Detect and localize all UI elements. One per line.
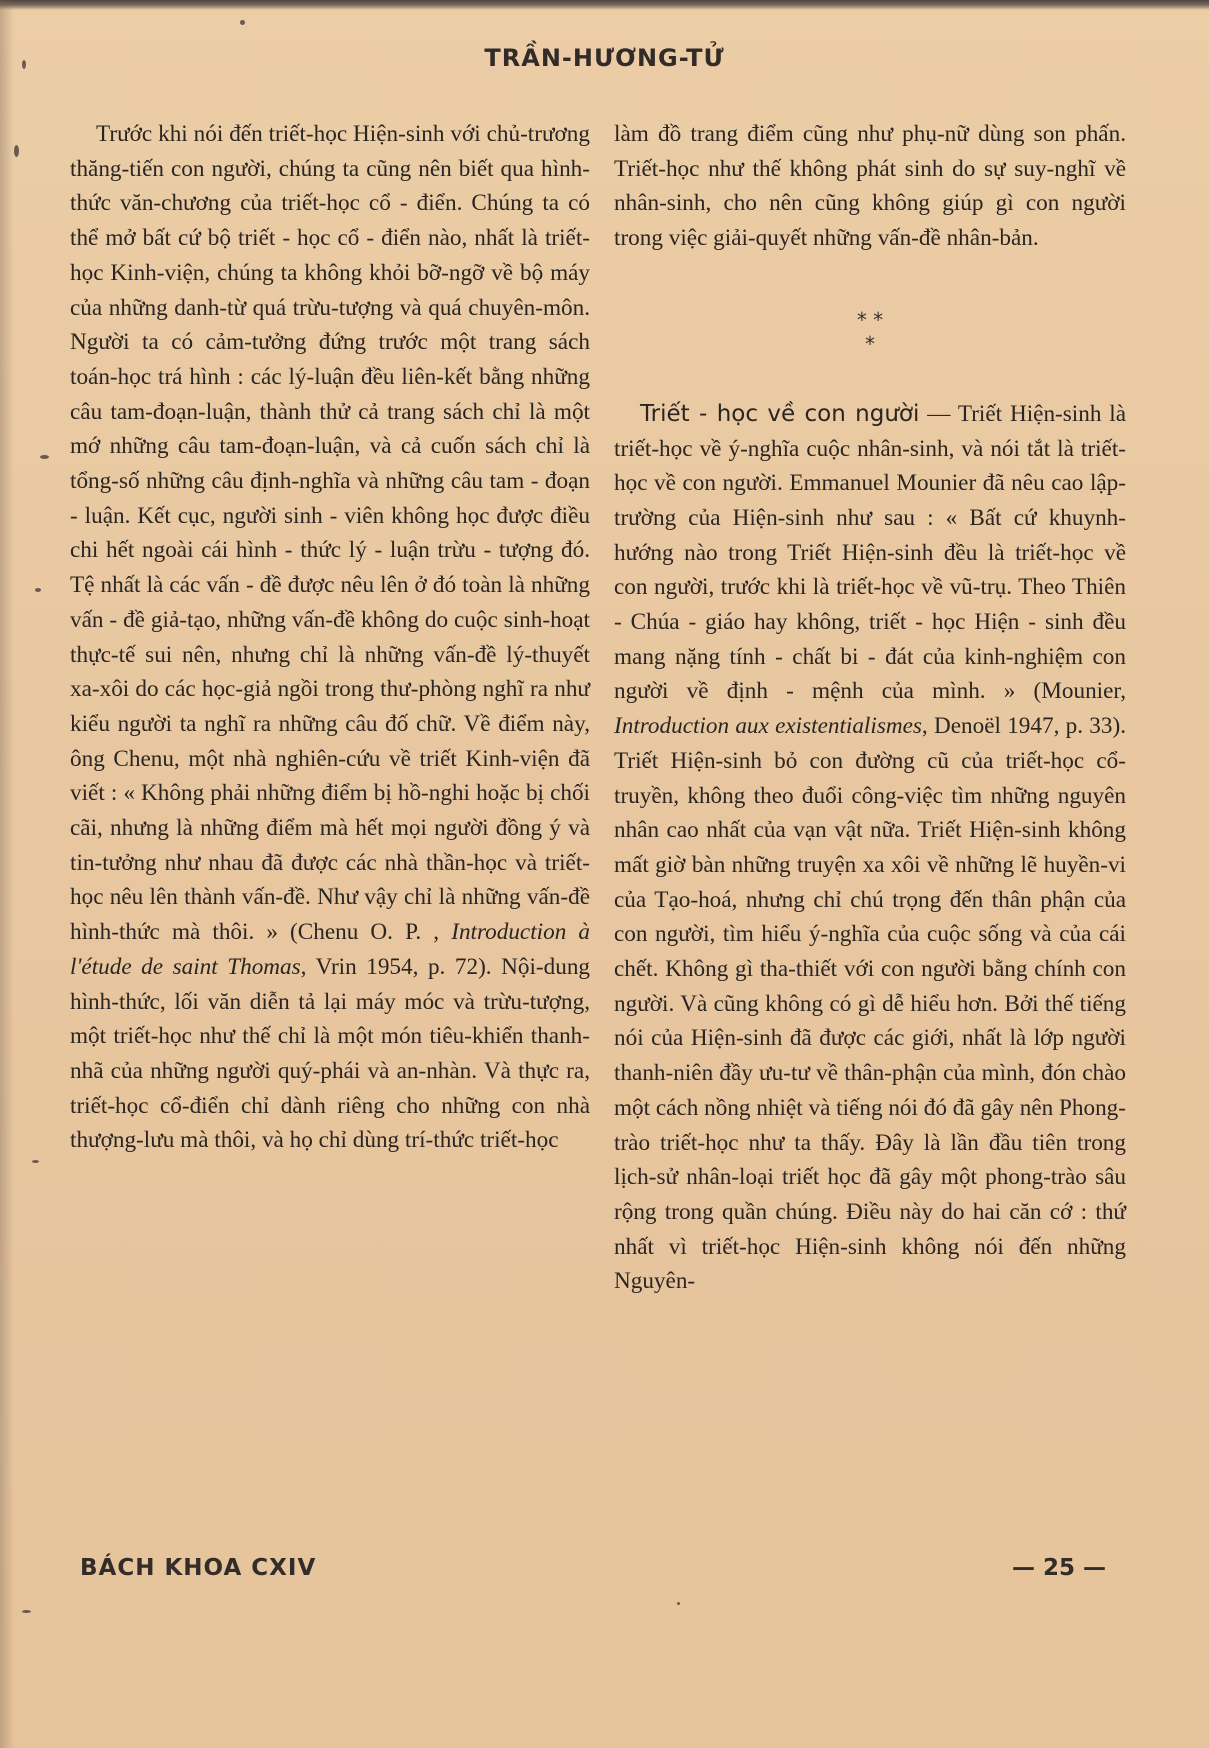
paper-fleck bbox=[14, 145, 19, 157]
right-text-a: — Triết Hiện-sinh là triết-học về ý-nghĩa cuộc nhân-sinh, và nói tắt là triết-học về con người. Emmanuel Mounier đã nêu cao lập-trường của Hiện-sinh như sau : « Bất cứ khuynh-hướng nào trong Triết Hiện-sinh đều là triết-học về con người, trước khi là triết-học về vũ-trụ. Theo Thiên - Chúa - giáo hay không, triết - học Hiện - sinh đều mang nặng tính - chất bi - đát của kinh-nghiệm con người về định - mệnh của mình. » (Mounier, bbox=[614, 400, 1126, 705]
right-book-title: Introduction aux existentialismes bbox=[614, 713, 922, 740]
left-book-title: Introduction à l'étude de saint Thomas bbox=[70, 919, 590, 980]
right-column bbox=[614, 117, 1126, 1299]
right-paragraph-1: làm đồ trang điểm cũng như phụ-nữ dùng son phấn. Triết-học như thế không phát sinh do sự suy-nghĩ về nhân-sinh, cho nên cũng không giúp gì con người trong việc giải-quyết những vấn-đề nhân-bản. bbox=[614, 121, 1126, 252]
left-column bbox=[70, 117, 590, 1158]
paper-fleck bbox=[32, 1160, 39, 1163]
paper-fleck bbox=[40, 455, 49, 459]
left-text-b: , Vrin 1954, p. 72). Nội-dung hình-thức, lối văn diễn tả lại máy móc và trừu-tượng, một triết-học như thế chỉ là một món tiêu-khiển thanh-nhã của những người quý-phái và an-nhàn. Và thực ra, triết-học cổ-điển chỉ dành riêng cho những con nhà thượng-lưu mà thôi, và họ chỉ dùng trí-thức triết-học bbox=[70, 953, 591, 1154]
page-number: — 25 — bbox=[1012, 1555, 1107, 1581]
separator-stars-top: * * bbox=[856, 307, 884, 332]
page-top-edge bbox=[0, 0, 1209, 10]
left-text-a: Trước khi nói đến triết-học Hiện-sinh với chủ-trương thăng-tiến con người, chúng ta cũng nên biết qua hình-thức văn-chương của triết-học cổ - điển. Chúng ta có thể mở bất cứ bộ triết - học cổ - điển nào, nhất là triết-học Kinh-viện, chúng ta không khỏi bỡ-ngỡ về bộ máy của những danh-từ quá trừu-tượng và quá chuyên-môn. Người ta có cảm-tưởng đứng trước một trang sách toán-học trá hình : các lý-luận đều liên-kết bằng những câu tam-đoạn-luận, thành thử cả trang sách chỉ là một mớ những câu tam-đoạn-luận, và cả cuốn sách chỉ là tổng-số những câu định-nghĩa và những câu tam - đoạn - luận. Kết cục, người sinh - viên không học được điều chi hết ngoài cái hình - thức lý - luận trừu - tượng đó. Tệ nhất là các vấn - đề được nêu lên ở đó toàn là những vấn - đề giả-tạo, những vấn-đề không do cuộc sinh-hoạt thực-tế sui nên, nhưng chỉ là những vấn-đề lý-thuyết xa-xôi do các học-giả ngồi trong thư-phòng nghĩ ra như kiểu người ta nghĩ ra những câu đố chữ. Về điểm này, ông Chenu, một nhà nghiên-cứu về triết Kinh-viện đã viết : « Không phải những điểm bị hồ-nghi hoặc bị chối cãi, nhưng là những điểm mà hết mọi người đồng ý và tin-tưởng như nhau đã được các nhà thần-học và triết-học nêu lên thành vấn-đề. Như vậy chỉ là những vấn-đề hình-thức mà thôi. » (Chenu O. P. , bbox=[70, 121, 590, 946]
right-paragraph-2 bbox=[614, 397, 1126, 1299]
running-head: TRẦN-HƯƠNG-TỬ bbox=[484, 44, 725, 72]
section-separator bbox=[614, 308, 1126, 356]
paper-fleck bbox=[240, 20, 245, 25]
section-lead-heading: Triết - học về con người bbox=[640, 400, 920, 427]
publication-footer: BÁCH KHOA CXIV bbox=[80, 1555, 317, 1581]
paper-fleck bbox=[677, 1602, 680, 1605]
page-left-edge bbox=[0, 0, 14, 1748]
paper-fleck bbox=[35, 588, 41, 592]
right-text-b: , Denoël 1947, p. 33). Triết Hiện-sinh bỏ con đường cũ của triết-học cổ-truyền, không theo đuổi công-việc tìm những nguyên nhân cao nhất của vạn vật nữa. Triết Hiện-sinh không mất giờ bàn những truyện xa xôi về những lẽ huyền-vi của Tạo-hoá, nhưng chỉ chú trọng đến thân phận của con người, tìm hiểu ý-nghĩa của cuộc sống và của cái chết. Không gì tha-thiết với con người bằng chính con người. Và cũng không có gì dễ hiểu hơn. Bởi thế tiếng nói của Hiện-sinh đã được các giới, nhất là lớp người thanh-niên đầy ưu-tư về thân-phận của mình, đón chào một cách nồng nhiệt và tiếng nói đó đã gây nên Phong-trào triết-học như ta thấy. Đây là lần đầu tiên trong lịch-sử nhân-loại triết học đã gây một phong-trào sâu rộng trong quần chúng. Điều này do hai căn cớ : thứ nhất vì triết-học Hiện-sinh không nói đến những Nguyên- bbox=[614, 713, 1126, 1295]
left-paragraph bbox=[70, 117, 590, 1158]
separator-stars-bottom: * bbox=[865, 331, 875, 356]
paper-fleck bbox=[22, 1610, 31, 1613]
